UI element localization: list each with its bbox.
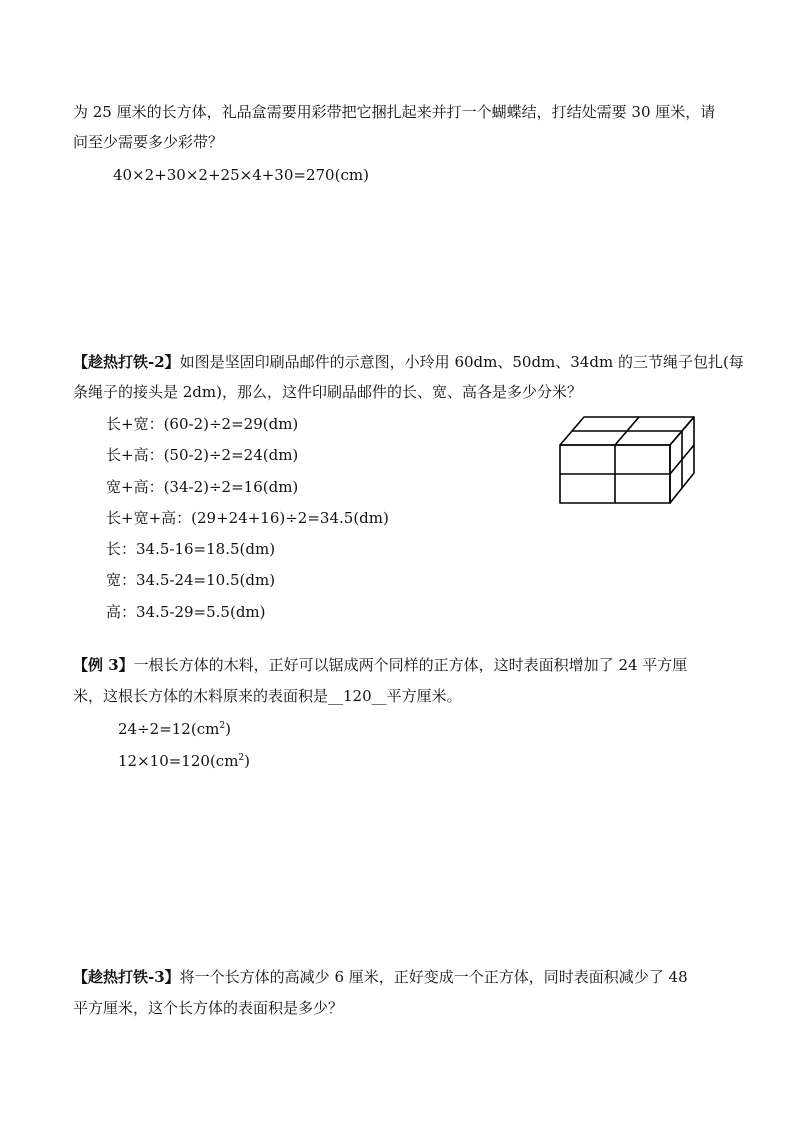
- solution-step: 高：34.5-29=5.5(dm): [106, 603, 266, 621]
- package-figure: [558, 415, 698, 507]
- example-3-text: 一根长方体的木料，正好可以锯成两个同样的正方体，这时表面积增加了 24 平方厘: [133, 656, 688, 674]
- example-3-step2-text: 12×10=120(cm: [118, 752, 239, 770]
- unit-superscript: 2: [238, 753, 245, 763]
- unit-superscript: 2: [219, 721, 226, 731]
- unit-close: ): [244, 752, 251, 770]
- problem-prev-solution: 40×2+30×2+25×4+30=270(cm): [113, 166, 369, 184]
- example-3-step1-text: 24÷2=12(cm: [118, 720, 220, 738]
- problem-3-line1: [73, 966, 688, 988]
- problem-2-text: 如图是坚固印刷品邮件的示意图，小玲用 60dm、50dm、34dm 的三节绳子包扎(每: [179, 353, 744, 371]
- example-3-step2: [118, 747, 250, 772]
- solution-step: 长：34.5-16=18.5(dm): [106, 540, 276, 558]
- unit-close: ): [225, 720, 231, 738]
- problem-2-line1: [73, 351, 744, 373]
- problem-3-text: 将一个长方体的高减少 6 厘米，正好变成一个正方体，同时表面积减少了 48: [179, 968, 688, 986]
- solution-step: 长+高：(50-2)÷2=24(dm): [106, 446, 299, 464]
- solution-step: 长+宽+高：(29+24+16)÷2=34.5(dm): [106, 509, 389, 527]
- problem-prev-line2: 问至少需要多少彩带？: [73, 133, 224, 151]
- problem-2-label: 【趁热打铁-2】: [73, 353, 180, 371]
- problem-prev-line1: 为 25 厘米的长方体，礼品盒需要用彩带把它捆扎起来并打一个蝴蝶结，打结处需要 30 厘米，请: [73, 103, 716, 121]
- solution-step: 长+宽：(60-2)÷2=29(dm): [106, 415, 299, 433]
- problem-2-line2: 条绳子的接头是 2dm)，那么，这件印刷品邮件的长、宽、高各是多少分米？: [73, 383, 582, 401]
- example-3-line1: [73, 654, 687, 676]
- example-3-line2: [73, 685, 462, 707]
- example-3-label: 【例 3】: [73, 656, 134, 674]
- solution-step: 宽：34.5-24=10.5(dm): [106, 571, 276, 589]
- example-3-line2-text: 米，这根长方体的木料原来的表面积是: [73, 687, 329, 705]
- problem-3-line2: 平方厘米，这个长方体的表面积是多少？: [73, 999, 344, 1017]
- example-3-step1: [118, 715, 231, 740]
- example-3-line2-tail: 平方厘米。: [386, 687, 462, 705]
- solution-step: 宽+高：(34-2)÷2=16(dm): [106, 478, 299, 496]
- problem-3-label: 【趁热打铁-3】: [73, 968, 180, 986]
- example-3-answer: __120__: [328, 687, 387, 705]
